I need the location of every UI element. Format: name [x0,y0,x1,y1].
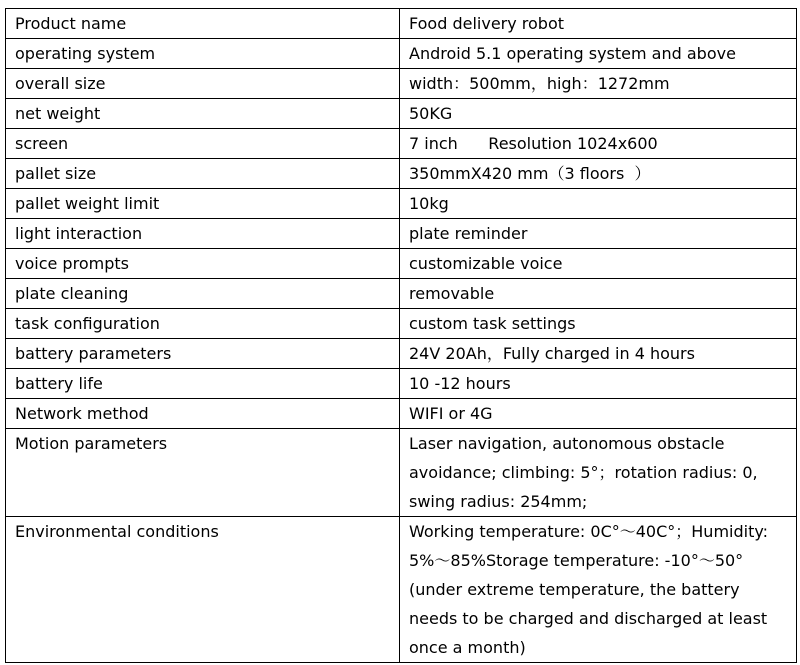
table-row [6,429,797,517]
table-row [6,129,797,159]
table-row [6,517,797,663]
table-row [6,189,797,219]
row-label: Environmental conditions [6,517,400,663]
row-value: Laser navigation, autonomous obstacle avoidance; climbing: 5°；rotation radius: 0, swing radius: 254mm; [400,429,797,517]
row-label: battery life [6,369,400,399]
table-row [6,339,797,369]
table-row [6,219,797,249]
table-row [6,39,797,69]
row-value: customizable voice [400,249,797,279]
row-label: pallet size [6,159,400,189]
table-row [6,309,797,339]
table-row [6,69,797,99]
row-value: custom task settings [400,309,797,339]
table-row [6,369,797,399]
row-value: Food delivery robot [400,9,797,39]
table-row [6,279,797,309]
row-value: 10kg [400,189,797,219]
row-value: 350mmX420 mm（3 floors ） [400,159,797,189]
row-label: operating system [6,39,400,69]
row-label: Network method [6,399,400,429]
table-row [6,249,797,279]
row-label: pallet weight limit [6,189,400,219]
row-value: Working temperature: 0C°～40C°；Humidity: 5%～85%Storage temperature: -10°～50° (under extreme temperature, the battery needs to be charged and discharged at least once a month) [400,517,797,663]
row-value: WIFI or 4G [400,399,797,429]
table-row [6,9,797,39]
row-label: voice prompts [6,249,400,279]
row-label: net weight [6,99,400,129]
row-label: light interaction [6,219,400,249]
row-value: 50KG [400,99,797,129]
row-value: Android 5.1 operating system and above [400,39,797,69]
row-label: task configuration [6,309,400,339]
row-value: plate reminder [400,219,797,249]
row-value: 10 -12 hours [400,369,797,399]
row-label: plate cleaning [6,279,400,309]
row-label: battery parameters [6,339,400,369]
row-label: Product name [6,9,400,39]
row-label: Motion parameters [6,429,400,517]
row-label: screen [6,129,400,159]
row-value: 24V 20Ah，Fully charged in 4 hours [400,339,797,369]
table-row [6,99,797,129]
row-label: overall size [6,69,400,99]
table-row [6,399,797,429]
row-value: removable [400,279,797,309]
row-value: 7 inch Resolution 1024x600 [400,129,797,159]
spec-table [5,8,797,663]
row-value: width：500mm，high：1272mm [400,69,797,99]
table-row [6,159,797,189]
